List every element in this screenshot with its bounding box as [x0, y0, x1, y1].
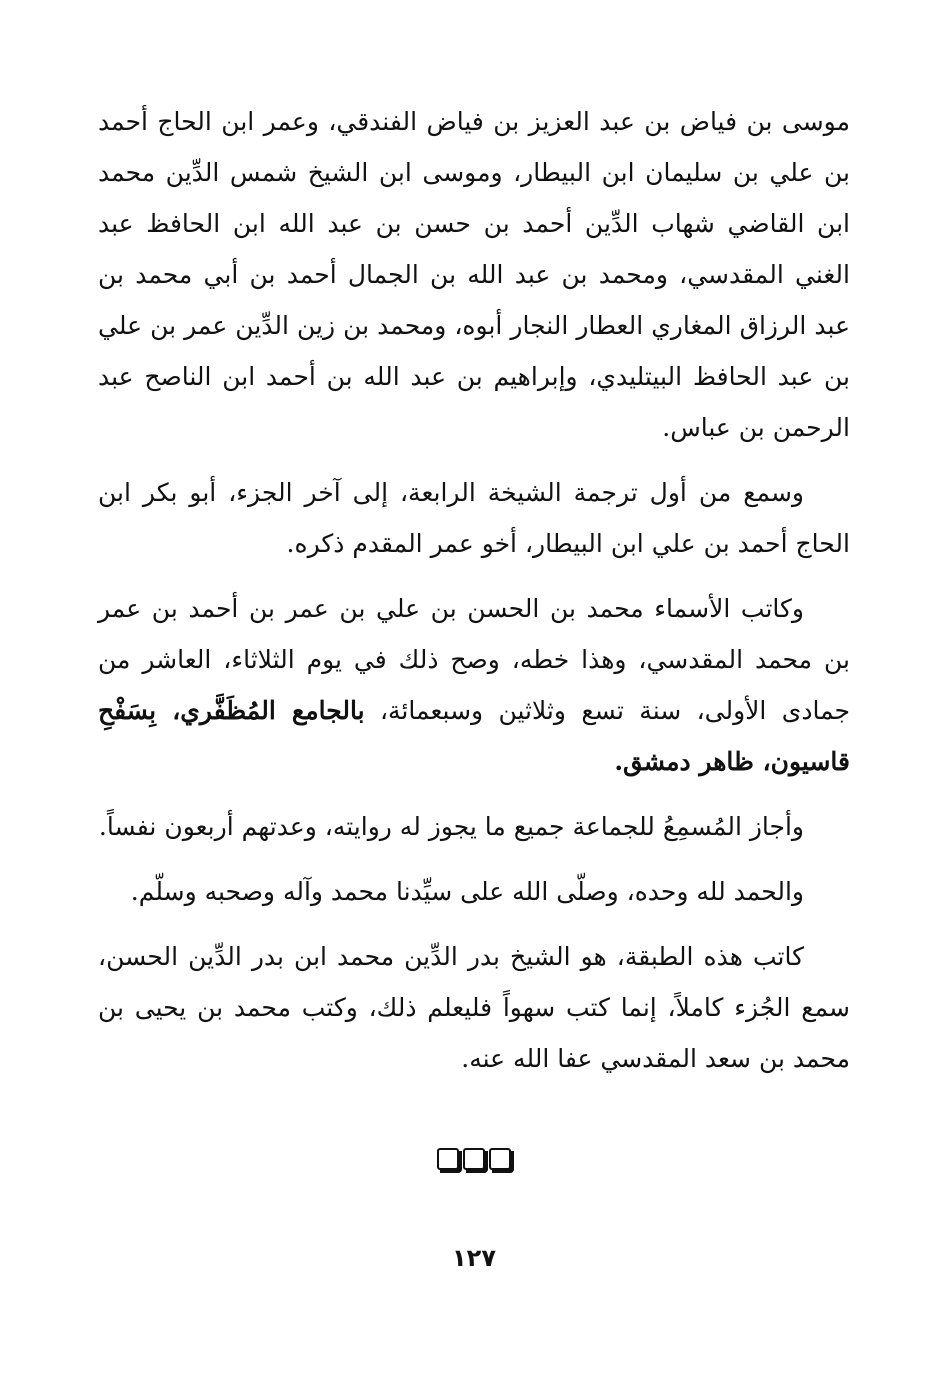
paragraph-scribe-text: وكاتب الأسماء محمد بن الحسن بن علي بن عمر بن أحمد بن عمر بن محمد المقدسي، وهذا خطه، وصح ذلك في يوم الثلاثاء، العاشر من جمادى الأولى، سنة تسع وثلاثين وسبعمائة، [98, 594, 850, 725]
paragraph-names-list: موسى بن فياض بن عبد العزيز بن فياض الفندقي، وعمر ابن الحاج أحمد بن علي بن سليمان ابن البيطار، وموسى ابن الشيخ شمس الدِّين محمد ابن القاضي شهاب الدِّين أحمد بن حسن بن عبد الله ابن الحافظ عبد الغني المقدسي، ومحمد بن عبد الله بن الجمال أحمد بن أبي محمد بن عبد الرزاق المغاري العطار النجار أبوه، ومحمد بن زين الدِّين عمر بن علي بن عبد الحافظ البيتليدي، وإبراهيم بن عبد الله بن أحمد ابن الناصح عبد الرحمن بن عباس. [98, 107, 850, 442]
three-squares-divider-icon [0, 1148, 948, 1170]
square-icon [437, 1148, 459, 1170]
paragraph-scribe [98, 583, 850, 787]
paragraph-permission: وأجاز المُسمِعُ للجماعة جميع ما يجوز له روايته، وعدتهم أربعون نفساً. [98, 812, 804, 841]
square-icon [489, 1148, 511, 1170]
paragraph-scribe-location: بالجامع المُظَفَّري، بِسَفْحِ قاسيون، ظاهر دمشق. [98, 696, 850, 776]
page-number: ١٢٧ [452, 1244, 496, 1272]
paragraph-layer-writer: كاتب هذه الطبقة، هو الشيخ بدر الدِّين محمد ابن بدر الدِّين الحسن، سمع الجُزء كاملاً، إنما كتب سهواً فليعلم ذلك، وكتب محمد بن يحيى بن محمد بن سعد المقدسي عفا الله عنه. [98, 942, 850, 1073]
square-icon [463, 1148, 485, 1170]
paragraph-praise: والحمد لله وحده، وصلّى الله على سيِّدنا محمد وآله وصحبه وسلّم. [130, 877, 804, 906]
paragraph-heard-from: وسمع من أول ترجمة الشيخة الرابعة، إلى آخر الجزء، أبو بكر ابن الحاج أحمد بن علي ابن البيطار، أخو عمر المقدم ذكره. [98, 478, 850, 558]
main-text [98, 96, 850, 1084]
